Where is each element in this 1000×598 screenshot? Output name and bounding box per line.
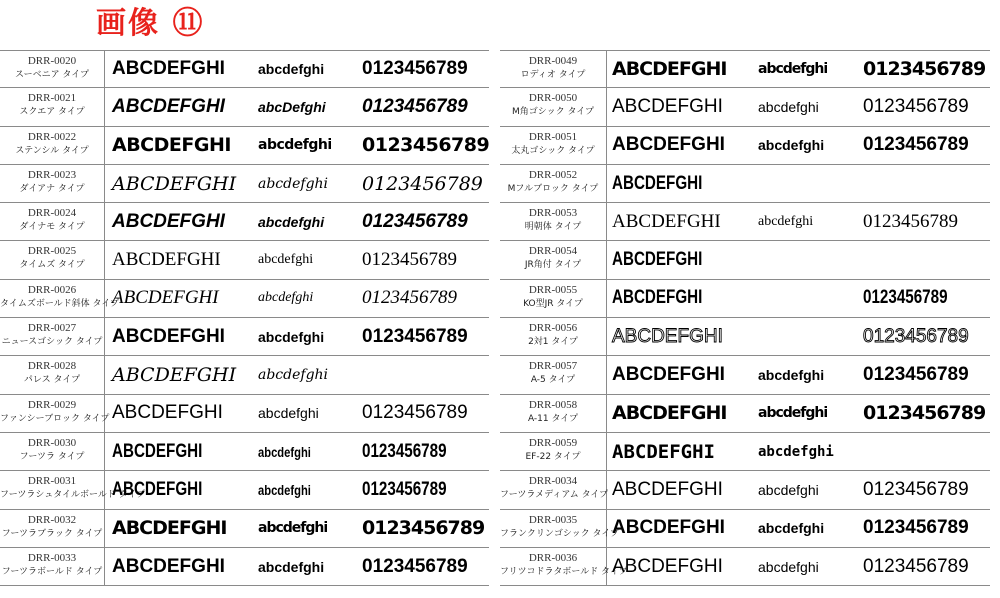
font-code-cell [0, 395, 110, 432]
font-code-cell [0, 127, 105, 164]
font-code-cell [0, 241, 105, 278]
lowercase-sample: abcdefghi [258, 328, 325, 345]
digits-sample: 0123456789 [362, 555, 468, 577]
lowercase-sample: abcdefghi [758, 61, 828, 78]
digits-sample: 0123456789 [863, 325, 969, 347]
font-type-name: フーツラシュタイルボールド タイプ [0, 490, 146, 501]
font-sample-row [500, 395, 990, 433]
font-code-cell [0, 280, 120, 317]
font-code-cell [500, 510, 620, 547]
lowercase-sample: abcdefghi [758, 98, 819, 115]
font-type-name: ファンシーブロック タイプ [0, 413, 110, 424]
uppercase-sample: ABCDEFGHI [612, 249, 703, 271]
font-code-cell [500, 318, 607, 355]
font-sample-row [0, 127, 489, 165]
font-code: DRR-0050 [528, 92, 578, 105]
font-code: DRR-0049 [528, 55, 578, 67]
font-code-cell [500, 127, 607, 164]
font-type-name: 2対1 タイプ [528, 337, 578, 348]
font-code: DRR-0029 [27, 398, 77, 411]
font-sample-row [0, 203, 489, 241]
font-sample-table-left [0, 50, 489, 586]
font-code-cell [500, 471, 607, 508]
font-code-cell [0, 433, 105, 470]
uppercase-sample: ABCDEFGHI [112, 95, 225, 117]
font-code-cell [500, 241, 607, 278]
font-sample-row [0, 88, 489, 126]
digits-sample: 0123456789 [863, 478, 969, 500]
lowercase-sample: abcdefghi [258, 520, 328, 537]
font-code: DRR-0056 [528, 322, 578, 335]
font-code-cell [0, 318, 105, 355]
font-type-name: ダイナモ タイプ [19, 222, 85, 233]
font-sample-row [500, 127, 990, 165]
font-code-cell [0, 51, 105, 87]
digits-sample: 0123456789 [863, 517, 969, 539]
lowercase-sample: abcdefghi [758, 405, 828, 422]
lowercase-sample: abcdefghi [258, 405, 319, 422]
font-code: DRR-0030 [27, 436, 77, 449]
font-type-name: 明朝体 タイプ [524, 222, 582, 233]
digits-sample: 0123456789 [362, 210, 468, 232]
font-code-cell [500, 203, 607, 240]
lowercase-sample: abcdefghi [258, 252, 314, 268]
font-sample-row [500, 356, 990, 394]
digits-sample: 0123456789 [863, 134, 969, 156]
uppercase-sample: ABCDEFGHI [112, 58, 225, 80]
page-title: 画像 ⑪ [96, 6, 205, 41]
lowercase-sample: abcdefghi [258, 481, 311, 498]
font-sample-row [500, 203, 990, 241]
uppercase-sample: ABCDEFGHI [112, 172, 237, 195]
font-sample-row [0, 548, 489, 586]
font-code: DRR-0020 [27, 55, 77, 67]
lowercase-sample: abcdefghi [258, 558, 325, 575]
digits-sample: 0123456789 [863, 287, 948, 309]
lowercase-sample: abcdefghi [258, 137, 332, 154]
font-sample-row [500, 510, 990, 548]
font-type-name: A-11 タイプ [527, 413, 579, 424]
uppercase-sample: ABCDEFGHI [612, 95, 723, 117]
font-sample-row [500, 471, 990, 509]
font-type-name: Mフルブロック タイプ [507, 183, 599, 194]
uppercase-sample: ABCDEFGHI [112, 134, 231, 157]
uppercase-sample: ABCDEFGHI [112, 210, 225, 232]
lowercase-sample: abcdefghi [258, 367, 329, 384]
uppercase-sample: ABCDEFGHI [612, 172, 703, 194]
font-sample-row [500, 88, 990, 126]
font-sample-row [500, 548, 990, 586]
font-type-name: フーツラメディアム タイプ [500, 490, 609, 501]
font-sample-row [0, 165, 489, 203]
lowercase-sample: abcdefghi [258, 61, 325, 78]
font-sample-row [0, 280, 489, 318]
digits-sample: 0123456789 [362, 440, 447, 462]
digits-sample: 0123456789 [362, 517, 485, 540]
lowercase-sample: abcdefghi [758, 443, 834, 460]
lowercase-sample: abcdefghi [758, 213, 814, 229]
uppercase-sample: ABCDEFGHI [112, 364, 237, 387]
font-sample-row [0, 510, 489, 548]
font-code: DRR-0031 [27, 475, 77, 488]
font-type-name: ダイアナ タイプ [19, 183, 85, 194]
font-code-cell [500, 356, 607, 393]
uppercase-sample: ABCDEFGHI [612, 555, 723, 577]
font-code: DRR-0024 [27, 207, 77, 220]
lowercase-sample: abcdefghi [258, 290, 314, 306]
digits-sample: 0123456789 [362, 249, 457, 271]
font-type-name: ニュースゴシック タイプ [1, 337, 103, 348]
font-code: DRR-0052 [528, 168, 578, 181]
font-code: DRR-0026 [27, 283, 77, 296]
font-code: DRR-0033 [27, 551, 77, 564]
font-sample-row [500, 280, 990, 318]
font-code-cell [0, 510, 105, 547]
font-code-cell [500, 51, 607, 87]
font-code: DRR-0053 [528, 207, 578, 220]
font-code: DRR-0027 [27, 322, 77, 335]
font-type-name: KO型JR タイプ [523, 298, 583, 309]
font-code: DRR-0021 [27, 92, 77, 105]
font-sample-row [500, 241, 990, 279]
font-code-cell [0, 88, 105, 125]
digits-sample: 0123456789 [863, 402, 986, 425]
font-type-name: フーツラボールド タイプ [1, 566, 103, 577]
digits-sample: 0123456789 [863, 58, 986, 81]
lowercase-sample: abcdefghi [258, 443, 311, 460]
font-sample-row [500, 50, 990, 88]
font-code-cell [0, 471, 146, 508]
font-sample-row [0, 318, 489, 356]
font-code-cell [0, 203, 105, 240]
lowercase-sample: abcdefghi [758, 481, 819, 498]
digits-sample: 0123456789 [863, 95, 969, 117]
uppercase-sample: ABCDEFGHI [612, 325, 723, 347]
lowercase-sample: abcdefghi [758, 520, 825, 537]
font-code: DRR-0028 [27, 360, 77, 373]
font-code-cell [0, 165, 105, 202]
uppercase-sample: ABCDEFGHI [612, 210, 721, 232]
font-code-cell [500, 165, 607, 202]
digits-sample: 0123456789 [863, 210, 958, 232]
lowercase-sample: abcdefghi [758, 558, 819, 575]
font-sample-row [0, 471, 489, 509]
font-code: DRR-0034 [528, 475, 578, 488]
font-code-cell [500, 433, 607, 470]
font-code: DRR-0036 [528, 551, 578, 564]
lowercase-sample: abcdefghi [758, 137, 825, 154]
uppercase-sample: ABCDEFGHI [612, 517, 725, 539]
digits-sample: 0123456789 [362, 287, 457, 309]
font-code: DRR-0035 [528, 513, 578, 526]
font-code: DRR-0055 [528, 283, 578, 296]
digits-sample: 0123456789 [362, 478, 447, 500]
lowercase-sample: abcdefghi [258, 213, 325, 230]
font-code-cell [500, 88, 607, 125]
font-code: DRR-0051 [528, 130, 578, 143]
uppercase-sample: ABCDEFGHI [612, 402, 727, 425]
font-code: DRR-0057 [528, 360, 578, 373]
uppercase-sample: ABCDEFGHI [112, 402, 223, 424]
uppercase-sample: ABCDEFGHI [112, 440, 203, 462]
lowercase-sample: abcdefghi [758, 367, 825, 384]
font-sample-row [0, 433, 489, 471]
uppercase-sample: ABCDEFGHI [612, 440, 715, 463]
digits-sample: 0123456789 [362, 95, 468, 117]
font-code-cell [0, 548, 105, 585]
digits-sample: 0123456789 [362, 134, 490, 157]
font-type-name: フランクリンゴシック タイプ [500, 528, 620, 539]
font-type-name: JR角付 タイプ [524, 260, 582, 271]
font-sample-row [0, 241, 489, 279]
font-code: DRR-0025 [27, 245, 77, 258]
font-code-cell [500, 395, 607, 432]
font-type-name: タイムズボールド斜体 タイプ [0, 298, 120, 309]
font-sample-row [500, 165, 990, 203]
uppercase-sample: ABCDEFGHI [112, 325, 225, 347]
lowercase-sample: abcDefghi [258, 98, 326, 115]
font-type-name: ロディオ タイプ [520, 70, 586, 80]
font-sample-row [0, 395, 489, 433]
font-type-name: ステンシル タイプ [15, 145, 89, 156]
digits-sample: 0123456789 [362, 58, 468, 80]
digits-sample: 0123456789 [362, 325, 468, 347]
uppercase-sample: ABCDEFGHI [112, 478, 203, 500]
digits-sample: 0123456789 [362, 172, 483, 195]
font-type-name: スクエア タイプ [19, 107, 85, 118]
font-type-name: フーツラブラック タイプ [1, 528, 103, 539]
uppercase-sample: ABCDEFGHI [112, 287, 219, 309]
font-type-name: スーベニア タイプ [15, 70, 89, 80]
font-sample-table-right [500, 50, 990, 586]
digits-sample: 0123456789 [362, 402, 468, 424]
font-code: DRR-0023 [27, 168, 77, 181]
font-type-name: EF-22 タイプ [525, 451, 581, 462]
font-type-name: フーツラ タイプ [19, 451, 85, 462]
font-sample-row [500, 318, 990, 356]
font-type-name: M角ゴシック タイプ [512, 107, 594, 118]
font-type-name: タイムズ タイプ [19, 260, 85, 271]
uppercase-sample: ABCDEFGHI [612, 364, 725, 386]
lowercase-sample: abcdefghi [258, 175, 329, 192]
uppercase-sample: ABCDEFGHI [612, 58, 727, 81]
font-code: DRR-0022 [27, 130, 77, 143]
uppercase-sample: ABCDEFGHI [612, 134, 725, 156]
font-sample-row [0, 50, 489, 88]
font-sample-row [0, 356, 489, 394]
font-code: DRR-0032 [27, 513, 77, 526]
font-type-name: A-5 タイプ [530, 375, 576, 386]
digits-sample: 0123456789 [863, 555, 969, 577]
uppercase-sample: ABCDEFGHI [112, 517, 227, 540]
uppercase-sample: ABCDEFGHI [112, 555, 225, 577]
font-code: DRR-0054 [528, 245, 578, 258]
uppercase-sample: ABCDEFGHI [112, 249, 221, 271]
font-code-cell [500, 548, 628, 585]
font-code: DRR-0059 [528, 436, 578, 449]
digits-sample: 0123456789 [863, 364, 969, 386]
font-sample-row [500, 433, 990, 471]
font-type-name: 太丸ゴシック タイプ [511, 145, 595, 156]
font-type-name: パレス タイプ [23, 375, 81, 386]
uppercase-sample: ABCDEFGHI [612, 478, 723, 500]
font-code-cell [0, 356, 105, 393]
uppercase-sample: ABCDEFGHI [612, 287, 703, 309]
font-code-cell [500, 280, 607, 317]
font-type-name: フリツコドラタボールド タイプ [500, 566, 628, 577]
font-code: DRR-0058 [528, 398, 578, 411]
